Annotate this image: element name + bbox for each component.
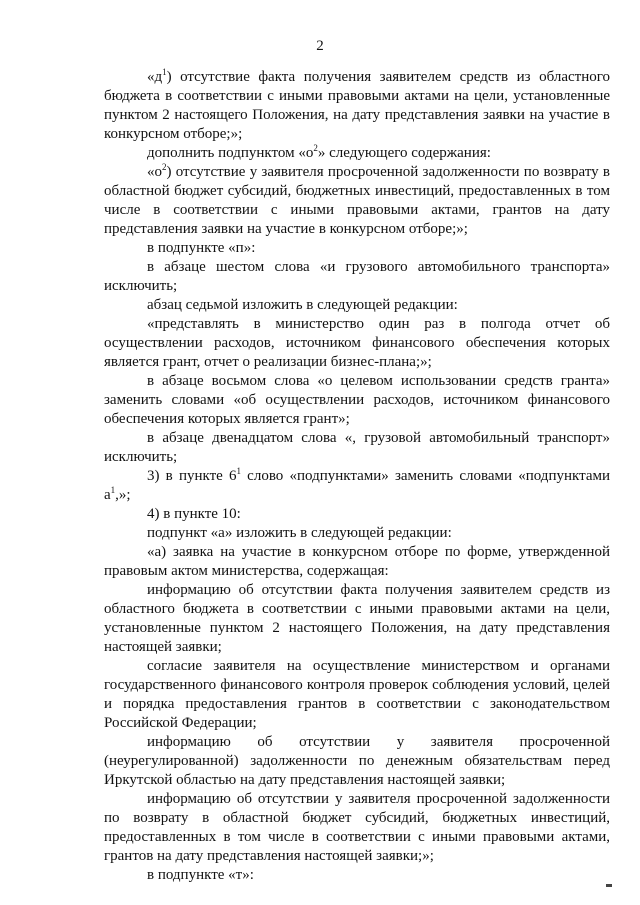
- paragraph: «а) заявка на участие в конкурсном отборе по форме, утвержденной правовым актом министерства, содержащая:: [104, 544, 610, 579]
- paragraph: «$о^2$) отсутствие у заявителя просроченной задолженности по возврату в областной бюджет субсидий, бюджетных инвестиций, предоставленных в том числе в соответствии с иными правовыми актами, грантов на дату представления заявки на участие в конкурсном отборе;»;: [104, 162, 610, 237]
- paragraph: «представлять в министерство один раз в полгода отчет об осуществлении расходов, источником финансового обеспечения которых является грант, отчет о реализации бизнес-плана;»;: [104, 316, 610, 370]
- page-number: 2: [316, 38, 324, 54]
- paragraph: подпункт «а» изложить в следующей редакции:: [147, 525, 452, 541]
- paragraph: в абзаце восьмом слова «о целевом использовании средств гранта» заменить словами «об осуществлении расходов, источником финансового обеспечения которых является грант»;: [104, 373, 610, 427]
- paragraph: 3) в пункте $6^1$ слово «подпунктами» заменить словами «подпунктами $а^1$,»;: [104, 466, 611, 503]
- paragraph: в подпункте «т»:: [147, 867, 254, 883]
- paragraph: в подпункте «п»:: [147, 240, 256, 256]
- paragraph: «$д^1$) отсутствие факта получения заявителем средств из областного бюджета в соответствии с иными правовыми актами на цели, установленные пунктом 2 настоящего Положения, на дату представления заявки на участие в конкурсном отборе;»;: [104, 67, 610, 142]
- paragraph: абзац седьмой изложить в следующей редакции:: [147, 297, 458, 313]
- scan-mark: [606, 884, 612, 887]
- paragraph: в абзаце двенадцатом слова «, грузовой автомобильный транспорт» исключить;: [104, 430, 610, 465]
- document-body: [104, 68, 610, 885]
- paragraph: в абзаце шестом слова «и грузового автомобильного транспорта» исключить;: [104, 259, 610, 294]
- paragraph: информацию об отсутствии у заявителя просроченной задолженности по возврату в областной бюджет субсидий, бюджетных инвестиций, предоставленных в том числе в соответствии с иными правовыми актами, грантов на дату представления настоящей заявки;»;: [104, 791, 610, 864]
- paragraph: информацию об отсутствии факта получения заявителем средств из областного бюджета в соответствии с иными правовыми актами на цели, установленные пунктом 2 настоящего Положения, на дату представления настоящей заявки;: [104, 582, 610, 655]
- paragraph: дополнить подпунктом «$о^2$» следующего содержания:: [147, 143, 491, 161]
- paragraph: согласие заявителя на осуществление министерством и органами государственного финансового контроля проверок соблюдения условий, целей и порядка предоставления грантов в соответствии с законодательством Российской Федерации;: [104, 658, 610, 731]
- paragraph: 4) в пункте 10:: [147, 506, 241, 522]
- paragraph: информацию об отсутствии у заявителя просроченной (неурегулированной) задолженности по денежным обязательствам перед Иркутской областью на дату представления настоящей заявки;: [104, 734, 610, 788]
